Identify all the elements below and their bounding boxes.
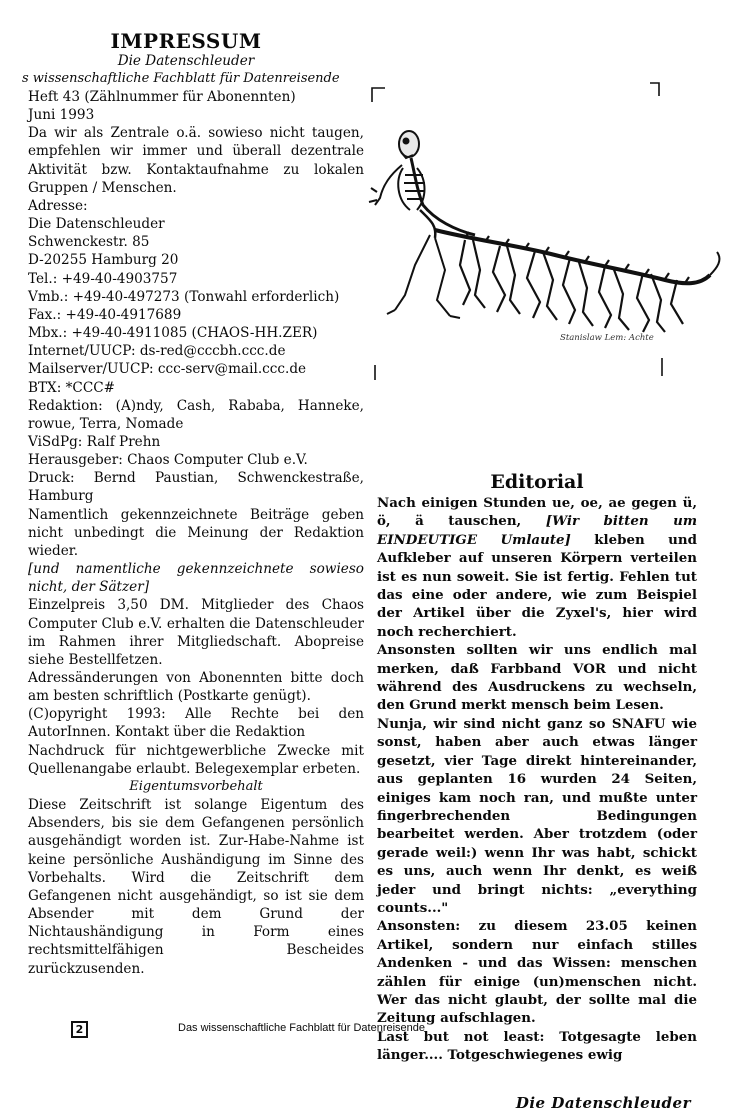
intro-text: Da wir als Zentrale o.ä. sowieso nicht taugen, empfehlen wir immer und überall dezentrale Aktivität bzw. Kontaktaufnahme zu lokalen Gruppen / Menschen. <box>28 125 364 196</box>
impressum-tagline: s wissenschaftliche Fachblatt für Datenreisende <box>22 71 340 86</box>
visdpg-credit: ViSdPg: Ralf Prehn <box>28 433 161 450</box>
btx-address: BTX: *CCC# <box>28 379 116 396</box>
einzelpreis-text: Einzelpreis 3,50 DM. Mitglieder des Chaos Computer Club e.V. erhalten die Datenschleuder im Rahmen ihrer Mitgliedschaft. Abopreise siehe Bestellfetzen. <box>28 597 364 668</box>
issue-date: Juni 1993 <box>28 107 95 124</box>
editorial-signature: Die Datenschleuder <box>515 1094 691 1113</box>
skeleton-creature-drawing <box>365 80 735 390</box>
editorial-paragraph-4: Ansonsten: zu diesem 23.05 keinen Artikel, sondern nur einfach stilles Andenken - und das Wissen: menschen zählen für einige (un)menschen nicht. Wer das nicht glaubt, der sollte mal die Zeitung aufschlagen. <box>377 918 697 1027</box>
editorial-p1-note: [Wir bitten um EINDEUTIGE Umlaute] <box>377 513 697 548</box>
voicemail-number: Vmb.: +49-40-497273 (Tonwahl erforderlich) <box>28 288 340 305</box>
editorial-paragraph-1 <box>377 494 697 641</box>
adressaenderungen-text: Adressänderungen von Abonennten bitte doch am besten schriftlich (Postkarte genügt). <box>28 670 364 705</box>
fax-number: Fax.: +49-40-4917689 <box>28 306 182 323</box>
namentlich-disclaimer: Namentlich gekennzeichnete Beiträge geben nicht unbedingt die Meinung der Redaktion wieder. <box>28 506 364 559</box>
page-footer <box>0 1018 739 1048</box>
impressum-title: IMPRESSUM <box>110 29 262 53</box>
eigentum-heading: Eigentumsvorbehalt <box>129 778 263 794</box>
skeleton-illustration <box>365 80 735 390</box>
address-name: Die Datenschleuder <box>28 216 165 233</box>
mailbox-number: Mbx.: +49-40-4911085 (CHAOS-HH.ZER) <box>28 325 318 342</box>
issue-number: Heft 43 (Zählnummer für Abonennten) <box>28 89 296 105</box>
editorial-paragraph-5: Last but not least: Totgesagte leben länger.... Totgeschwiegenes ewig <box>377 1028 697 1064</box>
editorial-title: Editorial <box>490 471 584 493</box>
herausgeber-credit: Herausgeber: Chaos Computer Club e.V. <box>28 452 308 469</box>
internet-address: Internet/UUCP: ds-red@cccbh.ccc.de <box>28 343 286 360</box>
illustration-caption: Stanislaw Lem: Achte <box>560 333 654 343</box>
phone-number: Tel.: +49-40-4903757 <box>28 270 178 287</box>
address-label: Adresse: <box>28 197 88 214</box>
address-city: D-20255 Hamburg 20 <box>28 252 179 269</box>
editorial-column <box>377 470 697 1113</box>
editorial-paragraph-2: Ansonsten sollten wir uns endlich mal merken, daß Farbband VOR und nicht während des Ausdruckens zu wechseln, den Grund merkt mensch beim Lesen. <box>377 642 697 714</box>
footer-text: Das wissenschaftliche Fachblatt für Datenreisende <box>178 1022 426 1034</box>
address-street: Schwenckestr. 85 <box>28 234 150 251</box>
namentlich-note: [und namentliche gekennzeichnete sowieso nicht, der Sätzer] <box>28 561 364 596</box>
editorial-p1-start: Nach einigen Stunden ue, oe, ae gegen ü, ö, ä tauschen, <box>377 495 697 530</box>
nachdruck-text: Nachdruck für nichtgewerbliche Zwecke mit Quellenangabe erlaubt. Belegexemplar erbeten. <box>28 742 364 777</box>
page-number: 2 <box>71 1021 88 1038</box>
copyright-text: (C)opyright 1993: Alle Rechte bei den AutorInnen. Kontakt über die Redaktion <box>28 706 364 741</box>
impressum-column <box>22 29 364 978</box>
editorial-p1-end: kleben und Aufkleber auf unseren Körpern verteilen ist es nun soweit. Sie ist fertig. Fehlen tut das eine oder andere, wie zum Beispiel der Artikel über die Zyxel's, hier wird noch recherchiert. <box>377 531 697 640</box>
mailserver-address: Mailserver/UUCP: ccc-serv@mail.ccc.de <box>28 361 307 378</box>
impressum-subtitle: Die Datenschleuder <box>117 53 255 69</box>
editorial-paragraph-3: Nunja, wir sind nicht ganz so SNAFU wie sonst, haben aber auch etwas länger gesetzt, vier Tage direkt hintereinander, aus geplanten 16 wurden 24 Seiten, einiges kam noch ran, und mußte unter fingerbrechenden Bedingungen bearbeitet werden. Aber trotzdem (oder gerade weil:) wenn Ihr was habt, schickt es uns, auch wenn Ihr denkt, es weiß jeder und bringt nichts: „everything counts..." <box>377 715 697 916</box>
eigentum-text: Diese Zeitschrift ist solange Eigentum des Absenders, bis sie dem Gefangenen persönlich ausgehändigt worden ist. Zur-Habe-Nahme ist keine persönliche Aushändigung im Sinne des Vorbehalts. Wird die Zeitschrift dem Gefangenen nicht ausgehändigt, so ist sie dem Absender mit dem Grund der Nichtaushändigung in Form eines rechtsmittelfähigen Bescheides zurückzusenden. <box>28 797 364 977</box>
redaktion-credits: Redaktion: (A)ndy, Cash, Rababa, Hanneke, rowue, Terra, Nomade <box>28 397 364 432</box>
druck-credit: Druck: Bernd Paustian, Schwenckestraße, Hamburg <box>28 470 364 505</box>
